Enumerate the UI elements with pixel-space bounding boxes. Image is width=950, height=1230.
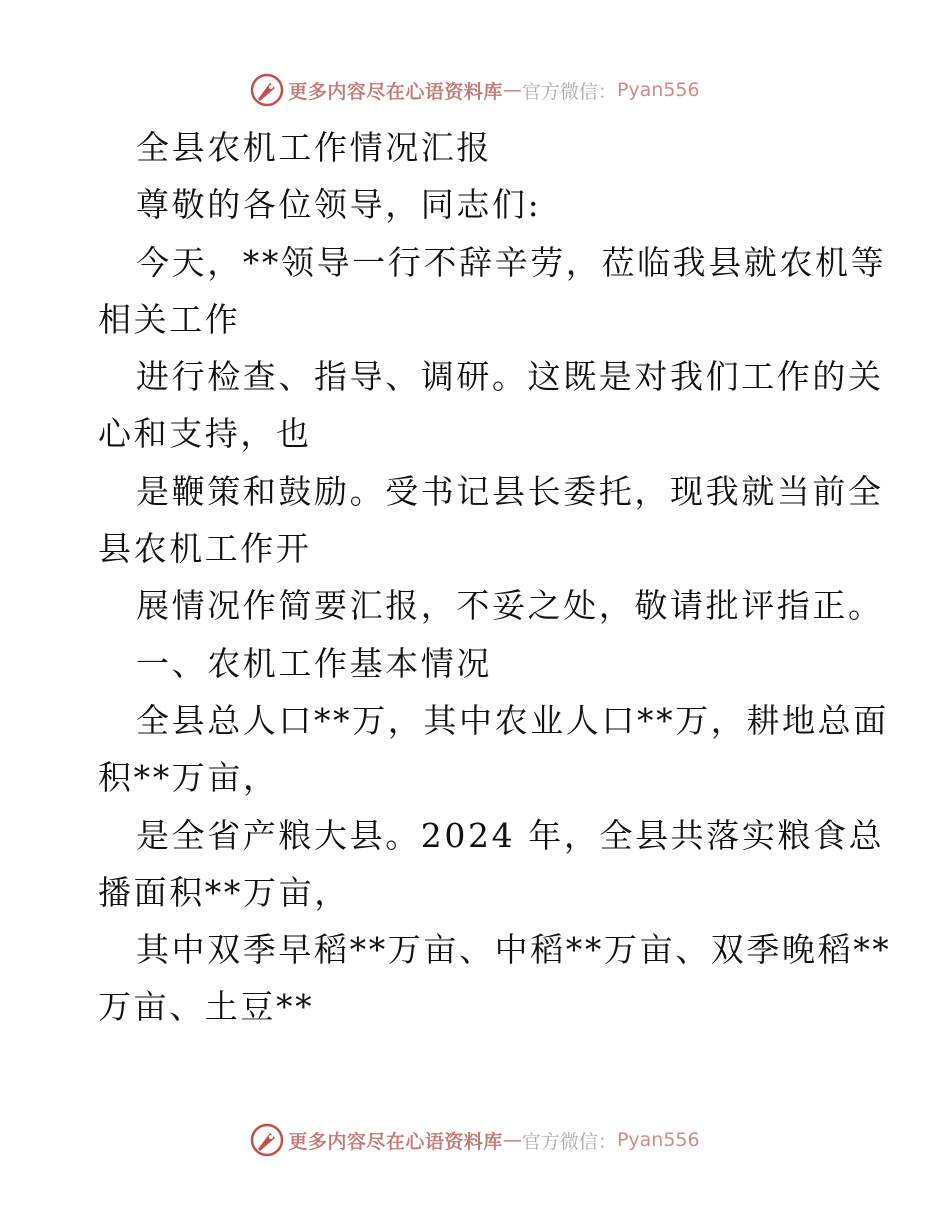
text-line: 尊敬的各位领导，同志们:	[136, 185, 542, 225]
text-line: 全县农机工作情况汇报	[136, 128, 492, 167]
text-line: 播面积**万亩，	[98, 872, 350, 912]
document-body	[98, 119, 892, 1036]
watermark-dash: —	[502, 1129, 522, 1151]
watermark-dash: —	[502, 79, 522, 101]
text-line: 相关工作	[98, 299, 241, 339]
watermark-main-text: 更多内容尽在心语资料库	[288, 1130, 503, 1153]
footer-watermark	[0, 1120, 950, 1160]
text-line: 全县总人口**万，其中农业人口**万，耕地总面	[136, 700, 889, 740]
text-line: 是鞭策和鼓励。受书记县长委托，现我就当前全	[136, 471, 884, 511]
text-line: 心和支持，也	[98, 414, 312, 454]
text-line: 其中双季早稻**万亩、中稻**万亩、双季晚稻**	[136, 930, 892, 970]
pen-nib-logo-icon	[250, 73, 284, 107]
watermark-official-label: 官方微信：	[521, 1130, 617, 1153]
text-line: 县农机工作开	[98, 529, 312, 569]
text-line: 是全省产粮大县。2024 年，全县共落实粮食总	[136, 815, 885, 855]
text-line: 万亩、土豆**	[98, 987, 315, 1027]
watermark-wechat-id: Pyan556	[616, 79, 700, 101]
text-line: 一、农机工作基本情况	[136, 643, 492, 683]
watermark-official-label: 官方微信：	[521, 80, 617, 103]
text-line: 积**万亩，	[98, 758, 279, 798]
text-line: 展情况作简要汇报，不妥之处，敬请批评指正。	[136, 586, 884, 626]
text-line: 今天，**领导一行不辞辛劳，莅临我县就农机等	[136, 242, 887, 282]
text-line: 进行检查、指导、调研。这既是对我们工作的关	[136, 357, 884, 397]
header-watermark	[0, 70, 950, 110]
pen-nib-logo-icon	[250, 1123, 284, 1157]
watermark-main-text: 更多内容尽在心语资料库	[288, 80, 503, 103]
watermark-wechat-id: Pyan556	[616, 1129, 700, 1151]
